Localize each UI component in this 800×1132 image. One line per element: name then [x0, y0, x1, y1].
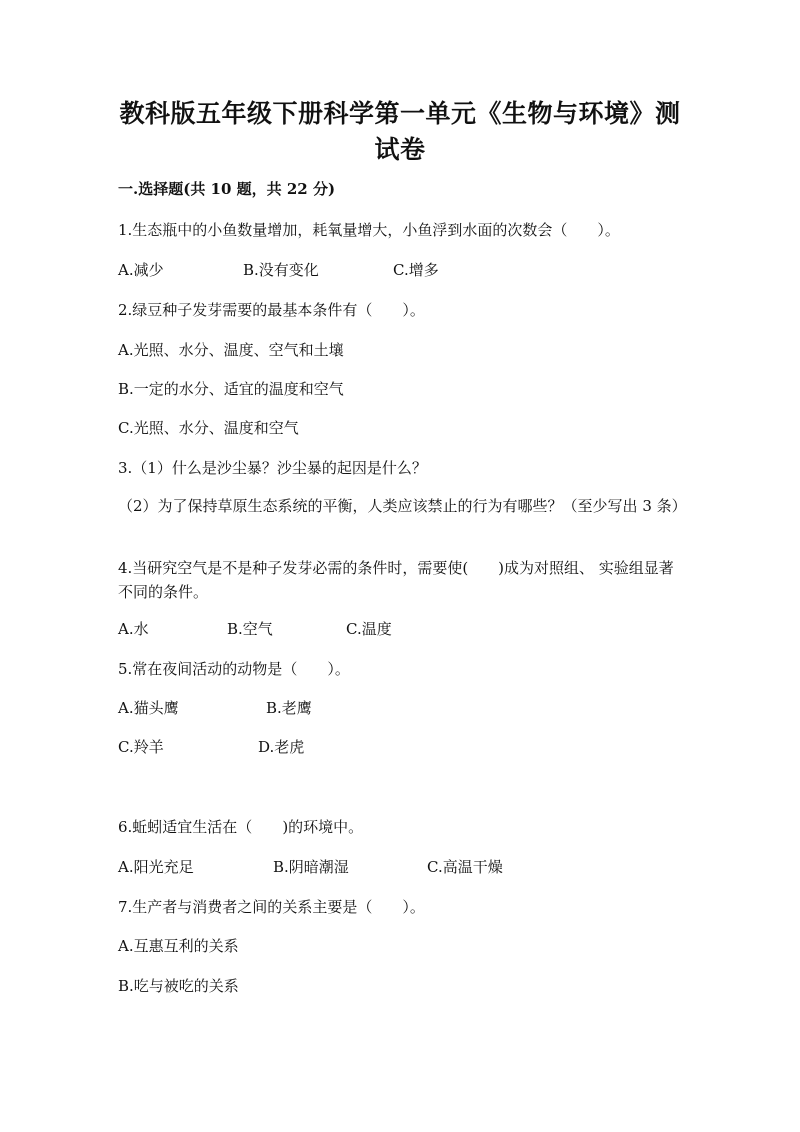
question-3-stem: 3.（1）什么是沙尘暴？沙尘暴的起因是什么？	[118, 459, 427, 477]
question-2-option-c: C.光照、水分、温度和空气	[118, 419, 299, 437]
exam-title	[100, 96, 700, 168]
question-6-stem: 6.蚯蚓适宜生活在（ )的环境中。	[118, 818, 364, 836]
question-5-option-d: D.老虎	[258, 738, 305, 756]
question-5-stem: 5.常在夜间活动的动物是（ ）。	[118, 660, 350, 678]
question-6-option-a: A.阳光充足	[118, 858, 194, 876]
question-2-stem: 2.绿豆种子发芽需要的最基本条件有（ ）。	[118, 301, 425, 319]
title-line-1: 教科版五年级下册科学第一单元《生物与环境》测	[119, 99, 681, 128]
question-4-option-b: B.空气	[227, 620, 273, 638]
question-6-option-b: B.阴暗潮湿	[273, 858, 349, 876]
question-2-option-a: A.光照、水分、温度、空气和土壤	[118, 341, 344, 359]
question-4-option-a: A.水	[118, 620, 149, 638]
question-7-option-b: B.吃与被吃的关系	[118, 977, 239, 995]
question-1-stem: 1.生态瓶中的小鱼数量增加，耗氧量增大，小鱼浮到水面的次数会（ ）。	[118, 221, 620, 239]
question-3-sub: （2）为了保持草原生态系统的平衡，人类应该禁止的行为有哪些？（至少写出 3 条）	[118, 497, 687, 515]
question-5-option-b: B.老鹰	[266, 699, 312, 717]
question-2-option-b: B.一定的水分、适宜的温度和空气	[118, 380, 344, 398]
question-6-option-c: C.高温干燥	[427, 858, 503, 876]
question-1-option-b: B.没有变化	[243, 261, 319, 279]
question-4-stem: 4.当研究空气是不是种子发芽必需的条件时，需要使( )成为对照组、 实验组显著不同的条件。	[118, 559, 674, 601]
question-5-option-a: A.猫头鹰	[118, 699, 179, 717]
question-7-stem: 7.生产者与消费者之间的关系主要是（ ）。	[118, 898, 425, 916]
title-line-2: 试卷	[374, 135, 426, 164]
question-1-option-a: A.减少	[118, 261, 164, 279]
question-7-option-a: A.互惠互利的关系	[118, 937, 239, 955]
section-heading: 一.选择题(共 10 题，共 22 分)	[118, 180, 336, 198]
question-4-option-c: C.温度	[346, 620, 392, 638]
question-5-option-c: C.羚羊	[118, 738, 164, 756]
question-1-option-c: C.增多	[393, 261, 439, 279]
